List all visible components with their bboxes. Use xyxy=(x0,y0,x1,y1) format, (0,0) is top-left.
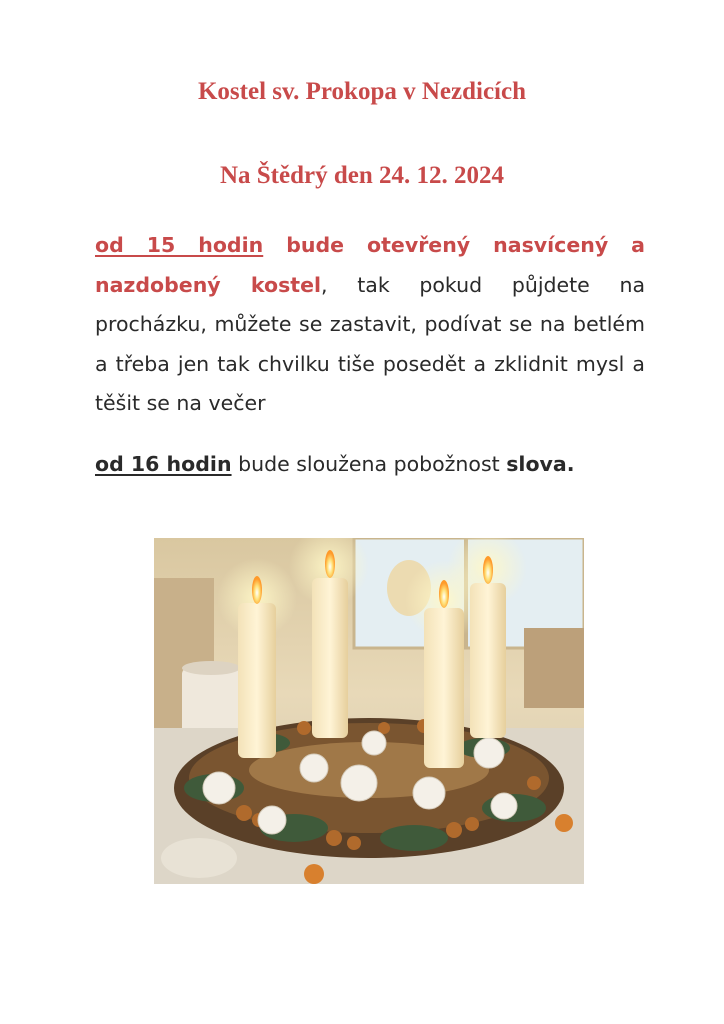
church-highlight: bude otevřený nasvícený a nazdobený kostel xyxy=(95,233,645,297)
page-title: Kostel sv. Prokopa v Nezdicích xyxy=(197,78,526,105)
service-type: slova. xyxy=(506,452,575,476)
time-16: od 16 hodin xyxy=(95,452,232,476)
time-15: od 15 hodin xyxy=(95,233,264,257)
advent-wreath-photo xyxy=(154,538,584,884)
service-text: bude sloužena pobožnost xyxy=(231,452,507,476)
paragraph-opening xyxy=(95,226,645,424)
date-heading: Na Štědrý den 24. 12. 2024 xyxy=(219,162,505,189)
paragraph-service xyxy=(95,445,645,485)
paragraph-opening-text: , tak pokud půjdete na procházku, můžete se zastavit, podívat se na betlém a třeba jen tak chvilku tiše posedět a zklidnit mysl a těšit se na večer xyxy=(95,272,646,415)
